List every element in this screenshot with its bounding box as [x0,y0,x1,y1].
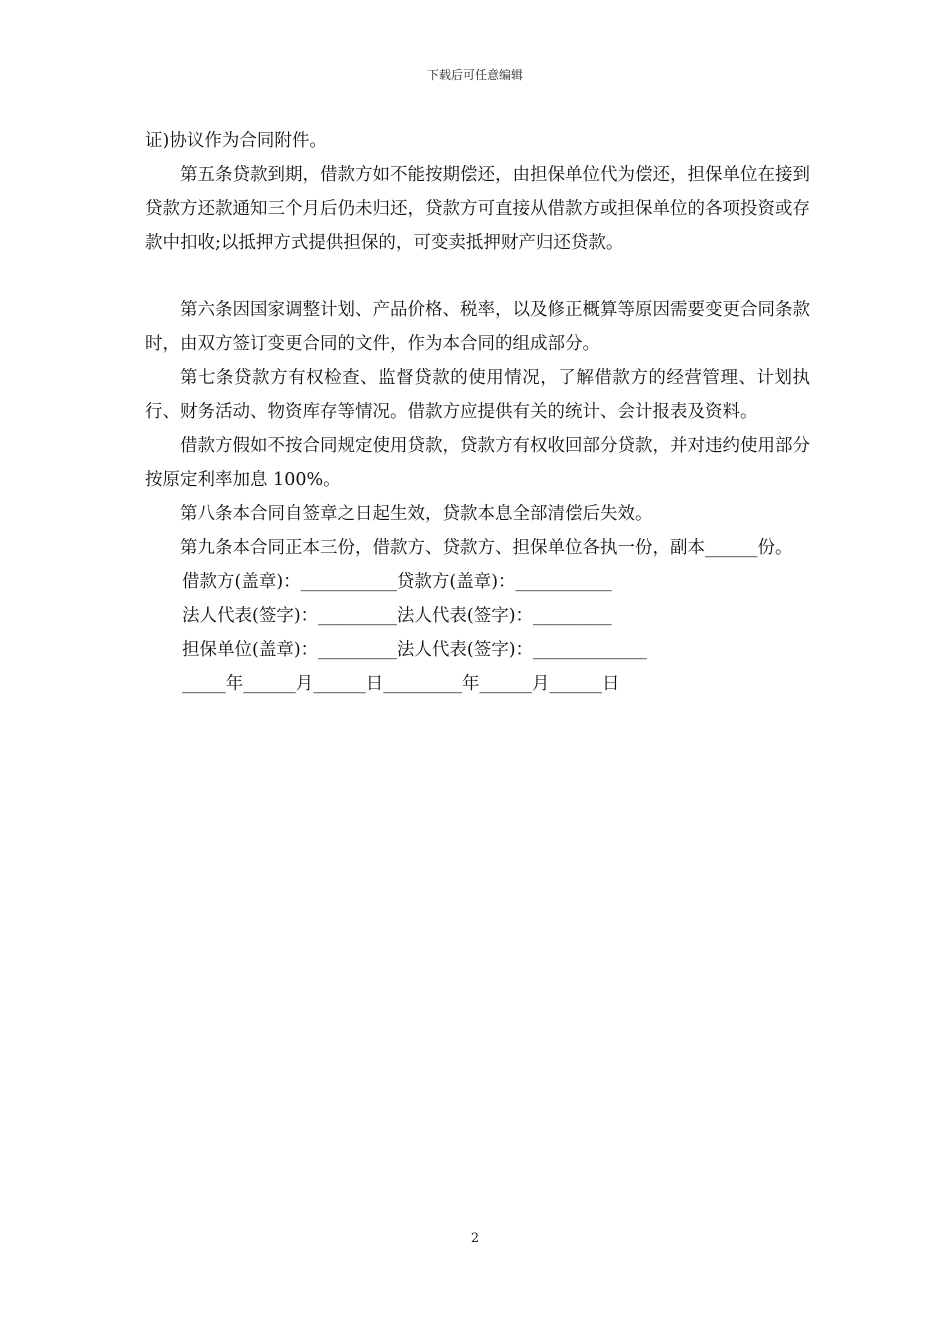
signature-line-dates: _____年______月______日_________年______月______日 [182,674,620,694]
page-header: 下载后可任意编辑 [426,68,523,82]
paragraph-article-7: 第七条贷款方有权检查、监督贷款的使用情况，了解借款方的经营管理、计划执行、财务活动、物资库存等情况。借款方应提供有关的统计、会计报表及资料。 [145,368,810,422]
signature-line-legal-reps: 法人代表(签字)：_________法人代表(签字)：_________ [182,606,612,626]
paragraph-continuation: 证)协议作为合同附件。 [145,131,327,151]
paragraph-spacer [145,260,810,293]
document-body [145,124,810,701]
paragraph-article-8: 第八条本合同自签章之日起生效，贷款本息全部清偿后失效。 [180,504,653,524]
paragraph-misuse-clause: 借款方假如不按合同规定使用贷款，贷款方有权收回部分贷款，并对违约使用部分按原定利率加息 100%。 [145,436,810,490]
signature-line-borrower-lender: 借款方(盖章)：___________贷款方(盖章)：___________ [182,572,612,592]
paragraph-article-5: 第五条贷款到期，借款方如不能按期偿还，由担保单位代为偿还，担保单位在接到贷款方还款通知三个月后仍未归还，贷款方可直接从借款方或担保单位的各项投资或存款中扣收;以抵押方式提供担保的，可变卖抵押财产归还贷款。 [145,165,810,253]
paragraph-article-6: 第六条因国家调整计划、产品价格、税率，以及修正概算等原因需要变更合同条款时，由双方签订变更合同的文件，作为本合同的组成部分。 [145,300,810,354]
signature-line-guarantor: 担保单位(盖章)：_________法人代表(签字)：_____________ [182,640,647,660]
page-number: 2 [470,1231,480,1246]
paragraph-article-9: 第九条本合同正本三份，借款方、贷款方、担保单位各执一份，副本______份。 [180,538,793,558]
